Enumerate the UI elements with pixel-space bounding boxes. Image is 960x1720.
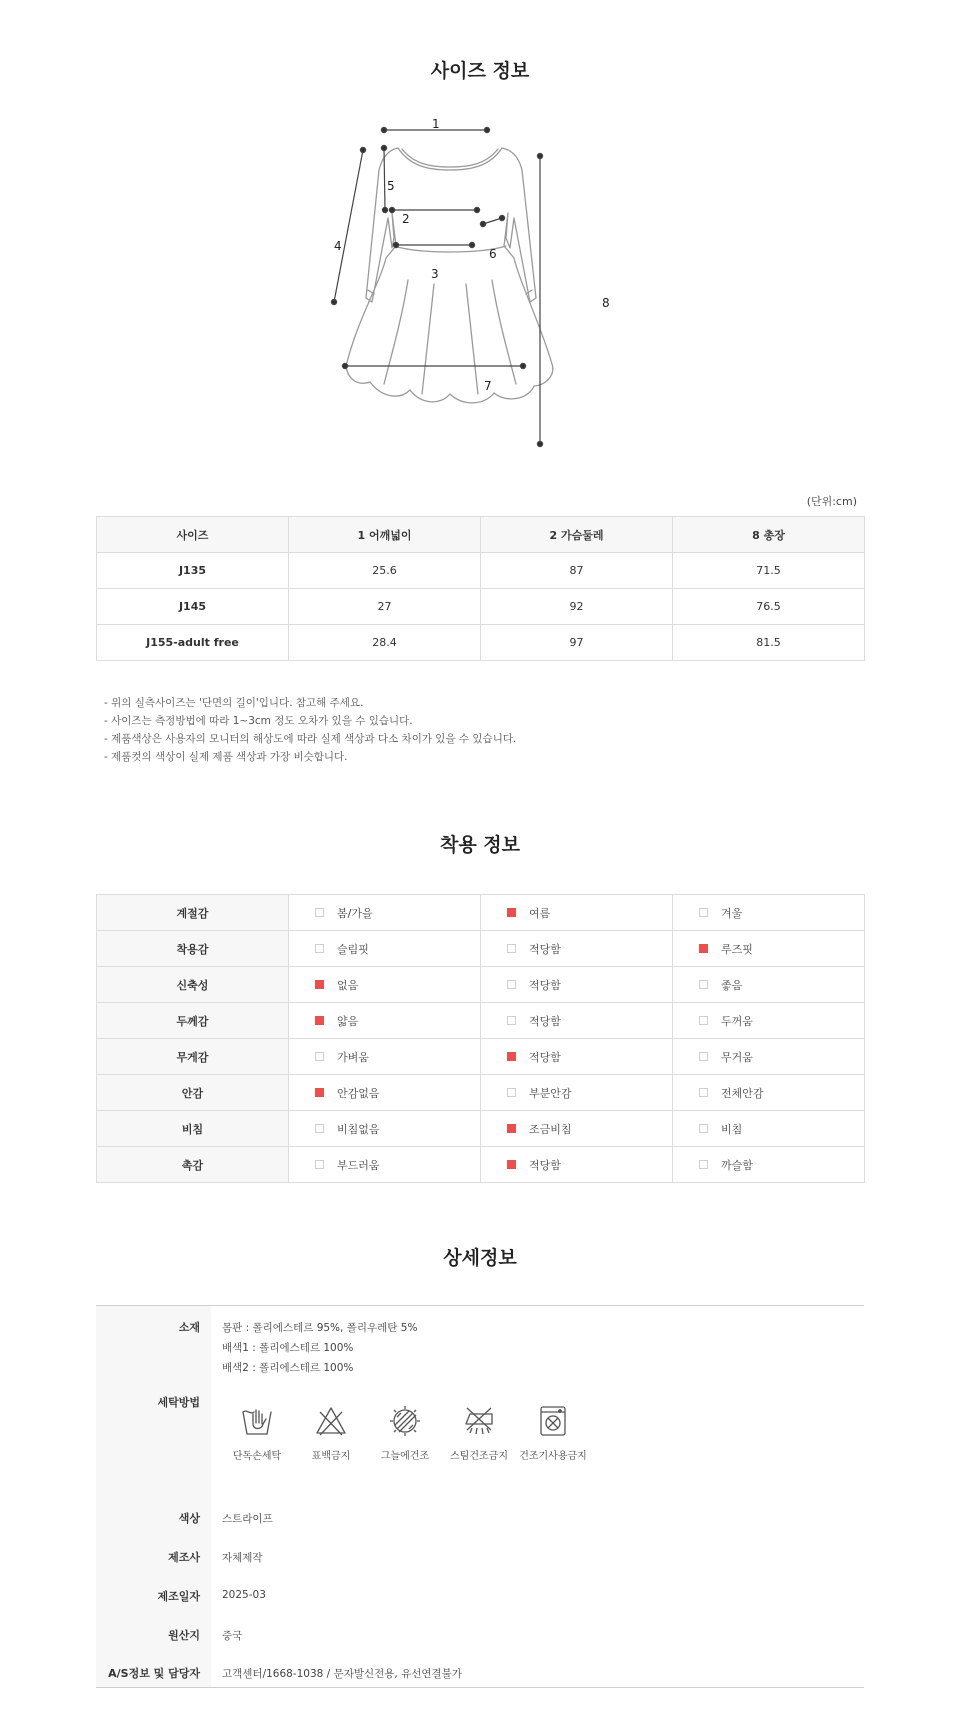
size-info-title: 사이즈 정보: [430, 60, 530, 82]
note-line: - 제품색상은 사용자의 모니터의 해상도에 따라 실제 색상과 다소 차이가 있을 수 있습니다.: [104, 733, 517, 745]
wash-text: 스팀건조금지: [450, 1451, 508, 1462]
diagram-label-4: 4: [334, 239, 342, 253]
diagram-label-1: 1: [432, 118, 440, 131]
material-line: 몸판 : 폴리에스테르 95%, 폴리우레탄 5%: [222, 1322, 418, 1334]
table-row: [97, 895, 865, 931]
size-cell: 92: [481, 589, 673, 625]
no-steam-dry-icon: [462, 1404, 496, 1438]
note-line: - 위의 실측사이즈는 '단면의 길이'입니다. 참고해 주세요.: [104, 697, 364, 709]
table-row: [97, 1003, 865, 1039]
hand-wash-icon: [240, 1404, 274, 1438]
size-cell: 71.5: [673, 553, 865, 589]
wear-row-label: 비침: [97, 1111, 289, 1147]
wear-row-label: 계절감: [97, 895, 289, 931]
wear-info-table: [96, 894, 865, 1183]
size-header-cell: 2 가슴둘레: [481, 517, 673, 553]
wear-option-text: 가벼움: [337, 1050, 369, 1064]
origin-value: 중국: [222, 1630, 243, 1642]
wear-option-text: 무거움: [721, 1050, 753, 1064]
wear-option: [289, 1111, 481, 1147]
wear-option-text: 비침: [721, 1122, 743, 1136]
material-line: 배색2 : 폴리에스테르 100%: [222, 1362, 354, 1374]
wear-option: [289, 895, 481, 931]
wear-option: [673, 895, 865, 931]
date-value: 2025-03: [222, 1589, 266, 1601]
wear-option-text: 두꺼움: [721, 1014, 753, 1028]
detail-info-table: [96, 1305, 864, 1688]
wear-option-text: 여름: [529, 906, 551, 920]
diagram-label-7: 7: [484, 379, 492, 393]
wash-item: [518, 1404, 588, 1462]
size-cell: 25.6: [289, 553, 481, 589]
wash-text: 건조기사용금지: [519, 1451, 587, 1462]
checked-box-icon: [315, 980, 324, 989]
wear-option-text: 좋음: [721, 978, 743, 992]
wear-option: [289, 1075, 481, 1111]
size-table-header: [97, 517, 865, 553]
wear-option: [481, 895, 673, 931]
wear-option-text: 슬림핏: [337, 942, 369, 956]
diagram-label-2: 2: [402, 212, 410, 226]
wash-item: [296, 1404, 366, 1462]
diagram-label-6: 6: [489, 247, 497, 261]
wear-option: [289, 931, 481, 967]
wear-option-text: 적당함: [529, 1050, 561, 1064]
unchecked-box-icon: [699, 1088, 708, 1097]
size-cell: 81.5: [673, 625, 865, 661]
wear-row-label: 안감: [97, 1075, 289, 1111]
checked-box-icon: [315, 1088, 324, 1097]
size-header-cell: 1 어깨넓이: [289, 517, 481, 553]
wear-option: [481, 1039, 673, 1075]
size-cell: 97: [481, 625, 673, 661]
size-cell: 27: [289, 589, 481, 625]
wear-option: [673, 967, 865, 1003]
as-label: A/S정보 및 담당자: [108, 1667, 200, 1680]
wear-option: [481, 967, 673, 1003]
unchecked-box-icon: [315, 1160, 324, 1169]
table-row: [97, 553, 865, 589]
wear-option-text: 루즈핏: [721, 942, 753, 956]
wash-item: [370, 1404, 440, 1462]
checked-box-icon: [699, 944, 708, 953]
wear-row-label: 착용감: [97, 931, 289, 967]
wear-option-text: 봄/가을: [337, 906, 373, 920]
date-label: 제조일자: [157, 1590, 200, 1603]
wear-option-text: 적당함: [529, 978, 561, 992]
size-cell: J145: [97, 589, 289, 625]
table-row: [97, 1039, 865, 1075]
wear-option-text: 적당함: [529, 1014, 561, 1028]
wear-option-text: 겨울: [721, 906, 743, 920]
unchecked-box-icon: [699, 980, 708, 989]
no-bleach-icon: [314, 1404, 348, 1438]
wear-option-text: 적당함: [529, 1158, 561, 1172]
checked-box-icon: [507, 1160, 516, 1169]
wear-option: [289, 1003, 481, 1039]
wash-item: [222, 1404, 292, 1462]
diagram-label-5: 5: [387, 179, 395, 193]
wear-option: [289, 1147, 481, 1183]
unchecked-box-icon: [315, 944, 324, 953]
unchecked-box-icon: [315, 1052, 324, 1061]
material-label: 소재: [178, 1321, 200, 1334]
size-notes: [104, 694, 516, 766]
wear-row-label: 촉감: [97, 1147, 289, 1183]
diagram-label-3: 3: [431, 267, 439, 281]
unchecked-box-icon: [507, 1016, 516, 1025]
maker-label: 제조사: [168, 1551, 200, 1564]
wear-option: [673, 1111, 865, 1147]
color-label: 색상: [178, 1512, 200, 1525]
wear-row-label: 무게감: [97, 1039, 289, 1075]
wear-option: [673, 1039, 865, 1075]
table-row: [97, 1111, 865, 1147]
wear-option: [481, 1147, 673, 1183]
wash-label: 세탁방법: [157, 1396, 200, 1409]
checked-box-icon: [315, 1016, 324, 1025]
unchecked-box-icon: [507, 980, 516, 989]
unchecked-box-icon: [699, 1160, 708, 1169]
table-row: [97, 931, 865, 967]
wear-option: [481, 1075, 673, 1111]
table-row: [97, 1147, 865, 1183]
wear-option: [481, 1111, 673, 1147]
size-cell: J155-adult free: [97, 625, 289, 661]
table-row: [97, 589, 865, 625]
wear-option-text: 전체안감: [721, 1086, 764, 1100]
wear-option-text: 적당함: [529, 942, 561, 956]
wash-text: 단독손세탁: [232, 1451, 282, 1462]
color-value: 스트라이프: [222, 1513, 273, 1525]
size-cell: 87: [481, 553, 673, 589]
wear-option-text: 조금비침: [529, 1122, 572, 1136]
checked-box-icon: [507, 908, 516, 917]
unchecked-box-icon: [699, 1016, 708, 1025]
wash-text: 그늘에건조: [380, 1451, 430, 1462]
checked-box-icon: [507, 1052, 516, 1061]
unchecked-box-icon: [507, 944, 516, 953]
origin-label: 원산지: [168, 1629, 200, 1642]
wear-option-text: 부드러움: [337, 1158, 380, 1172]
unchecked-box-icon: [315, 1124, 324, 1133]
diagram-label-8: 8: [602, 296, 610, 310]
table-row: [97, 1075, 865, 1111]
wash-text: 표백금지: [311, 1451, 351, 1462]
note-line: - 사이즈는 측정방법에 따라 1~3cm 정도 오차가 있을 수 있습니다.: [104, 715, 413, 727]
wear-option: [289, 1039, 481, 1075]
wear-option-text: 비침없음: [337, 1122, 380, 1136]
unchecked-box-icon: [315, 908, 324, 917]
wear-option: [481, 931, 673, 967]
wear-option-text: 까슬함: [721, 1158, 753, 1172]
unchecked-box-icon: [507, 1088, 516, 1097]
size-table: [96, 516, 865, 661]
size-cell: J135: [97, 553, 289, 589]
maker-value: 자체제작: [222, 1552, 263, 1564]
detail-info-title: 상세정보: [443, 1247, 517, 1269]
checked-box-icon: [507, 1124, 516, 1133]
table-row: [97, 967, 865, 1003]
shade-dry-icon: [388, 1404, 422, 1438]
wear-row-label: 두께감: [97, 1003, 289, 1039]
unchecked-box-icon: [699, 908, 708, 917]
wear-info-title: 착용 정보: [439, 834, 521, 856]
unchecked-box-icon: [699, 1124, 708, 1133]
unchecked-box-icon: [699, 1052, 708, 1061]
size-cell: 28.4: [289, 625, 481, 661]
size-header-cell: 8 총장: [673, 517, 865, 553]
size-cell: 76.5: [673, 589, 865, 625]
wear-option-text: 부분안감: [529, 1086, 572, 1100]
table-row: [97, 625, 865, 661]
note-line: - 제품컷의 색상이 실제 제품 색상과 가장 비슷합니다.: [104, 751, 348, 763]
no-tumble-dry-icon: [536, 1404, 570, 1438]
unit-label: (단위:cm): [806, 495, 857, 508]
size-header-cell: 사이즈: [97, 517, 289, 553]
wear-option: [673, 1147, 865, 1183]
wear-option: [289, 967, 481, 1003]
wear-row-label: 신축성: [97, 967, 289, 1003]
as-value: 고객센터/1668-1038 / 문자발신전용, 유선연결불가: [222, 1668, 462, 1680]
wear-option: [481, 1003, 673, 1039]
wear-option-text: 안감없음: [337, 1086, 380, 1100]
wash-item: [444, 1404, 514, 1462]
material-line: 배색1 : 폴리에스테르 100%: [222, 1342, 354, 1354]
wear-option: [673, 931, 865, 967]
dress-measurement-diagram: [330, 118, 630, 458]
wear-option-text: 얇음: [337, 1014, 359, 1028]
wear-option: [673, 1075, 865, 1111]
wear-option-text: 없음: [337, 978, 359, 992]
wear-option: [673, 1003, 865, 1039]
